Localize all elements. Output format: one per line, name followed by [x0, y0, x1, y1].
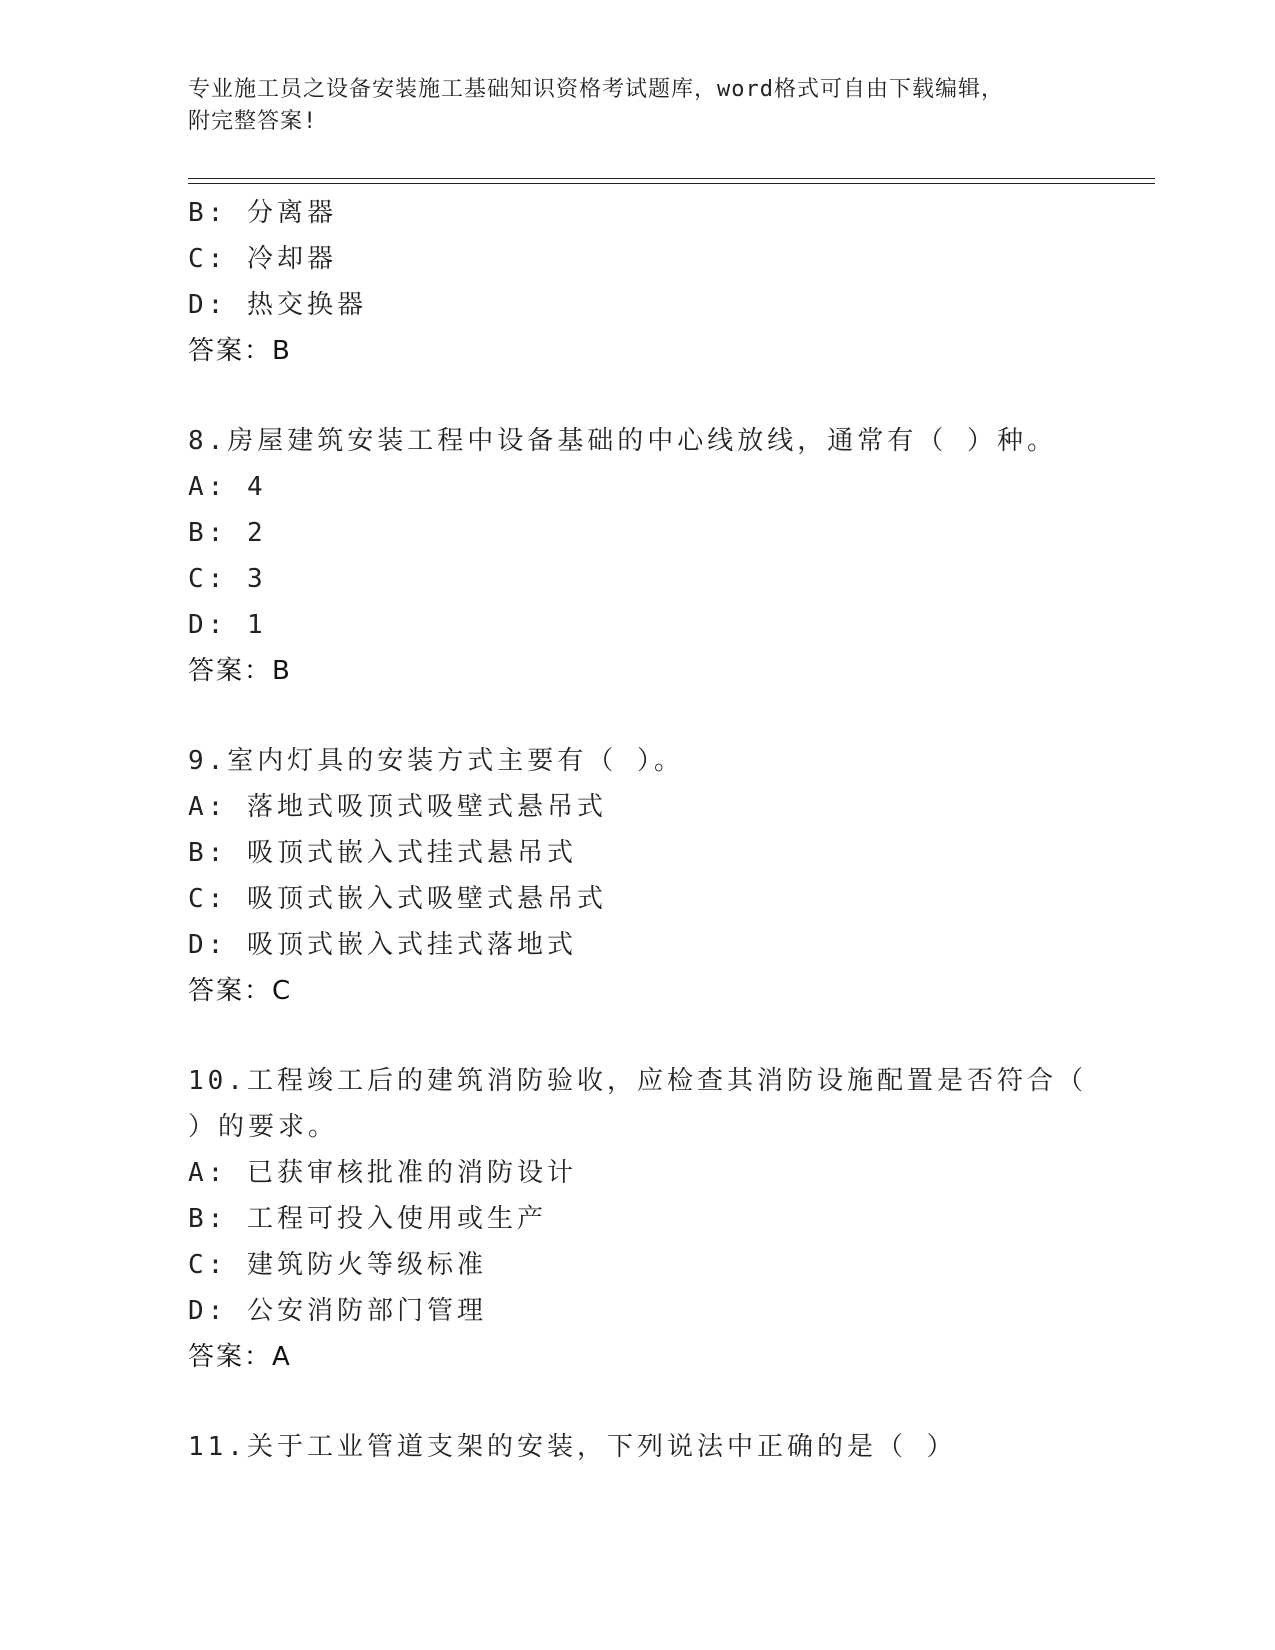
question-text: 11.关于工业管道支架的安装，下列说法中正确的是（ ） — [188, 1432, 957, 1462]
answer: 答案：C — [188, 976, 293, 1006]
question-10 — [188, 1058, 1088, 1380]
option-a: A: 4 — [188, 472, 267, 502]
answer: 答案：B — [188, 336, 292, 366]
header-line-1: 专业施工员之设备安装施工基础知识资格考试题库，word格式可自由下载编辑， — [188, 77, 1004, 102]
answer: 答案：A — [188, 1342, 292, 1372]
question-list — [188, 190, 1088, 1470]
option-c: C: 冷却器 — [188, 244, 337, 274]
option-b: B: 吸顶式嵌入式挂式悬吊式 — [188, 838, 577, 868]
option-b: B: 2 — [188, 518, 267, 548]
option-a: A: 落地式吸顶式吸壁式悬吊式 — [188, 792, 607, 822]
question-11 — [188, 1424, 1088, 1470]
question-7 — [188, 190, 1088, 374]
option-d: D: 1 — [188, 610, 267, 640]
question-8 — [188, 418, 1088, 694]
option-c: C: 吸顶式嵌入式吸壁式悬吊式 — [188, 884, 607, 914]
option-d: D: 热交换器 — [188, 290, 367, 320]
question-text-line-2: ）的要求。 — [188, 1112, 339, 1142]
option-c: C: 3 — [188, 564, 267, 594]
option-b: B: 分离器 — [188, 198, 337, 228]
header-note — [188, 74, 1088, 138]
option-d: D: 公安消防部门管理 — [188, 1296, 487, 1326]
header-rule-top — [188, 178, 1155, 179]
header-rule-bottom — [188, 183, 1155, 184]
question-text: 9.室内灯具的安装方式主要有（ ）。 — [188, 746, 684, 776]
question-9 — [188, 738, 1088, 1014]
option-d: D: 吸顶式嵌入式挂式落地式 — [188, 930, 577, 960]
option-b: B: 工程可投入使用或生产 — [188, 1204, 547, 1234]
option-a: A: 已获审核批准的消防设计 — [188, 1158, 577, 1188]
question-text-line-1: 10.工程竣工后的建筑消防验收，应检查其消防设施配置是否符合（ — [188, 1066, 1087, 1096]
question-text: 8.房屋建筑安装工程中设备基础的中心线放线，通常有（ ）种。 — [188, 426, 1057, 456]
option-c: C: 建筑防火等级标准 — [188, 1250, 487, 1280]
answer: 答案：B — [188, 656, 292, 686]
header-line-2: 附完整答案! — [188, 109, 318, 134]
